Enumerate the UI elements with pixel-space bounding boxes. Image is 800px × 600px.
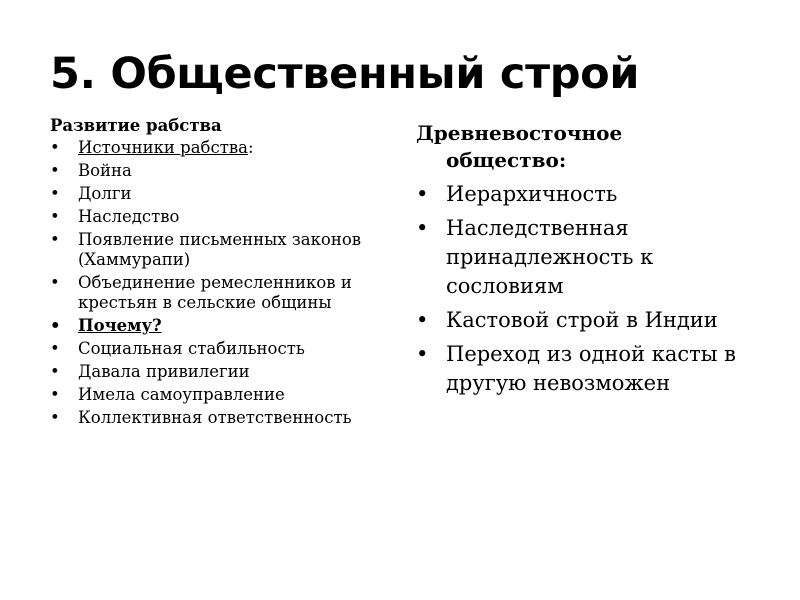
list-item-label: Наследственная принадлежность к сословиям [446,216,654,298]
list-item-label: Почему? [78,316,162,335]
left-heading: Развитие рабства [50,116,222,135]
list-item [50,230,395,270]
list-item-label: Социальная стабильность [78,339,305,358]
right-heading [416,120,766,174]
bullet-icon: • [50,207,60,226]
list-item [50,316,395,336]
list-item-label: Имела самоуправление [78,385,285,404]
list-item [50,385,395,405]
right-list [416,180,766,398]
list-item [50,161,395,181]
list-item [50,339,395,359]
right-column [416,120,766,403]
list-item [416,340,766,398]
list-item-label: Кастовой строй в Индии [446,308,718,332]
list-item [50,184,395,204]
bullet-icon: • [50,339,60,358]
right-heading-line2: общество: [446,148,567,172]
list-item-label: Коллективная ответственность [78,408,352,427]
list-item [50,273,395,313]
list-item [50,138,395,158]
bullet-icon: • [50,273,60,292]
bullet-icon: • [50,362,60,381]
list-item [50,207,395,227]
list-item [416,180,766,209]
list-item-label: Переход из одной касты в другую невозможен [446,342,736,395]
bullet-icon: • [50,316,61,335]
list-item [50,362,395,382]
list-item-label: Наследство [78,207,180,226]
bullet-icon: • [50,161,60,180]
list-item [416,306,766,335]
list-item-label: Иерархичность [446,182,618,206]
list-item-label: Долги [78,184,132,203]
bullet-icon: • [50,138,60,157]
bullet-icon: • [416,216,429,240]
bullet-icon: • [50,408,60,427]
bullet-icon: • [416,182,429,206]
list-item-label: Объединение ремесленников и крестьян в сельские общины [78,273,352,312]
list-item [416,214,766,301]
bullet-icon: • [50,230,60,249]
left-list [50,138,395,428]
list-item-label: Война [78,161,132,180]
bullet-icon: • [50,385,60,404]
list-item-label: Источники рабства [78,138,248,157]
list-item [50,408,395,428]
bullet-icon: • [416,308,429,332]
bullet-icon: • [416,342,429,366]
right-heading-line1: Древневосточное [416,121,623,145]
list-item-label: Появление письменных законов (Хаммурапи) [78,230,362,269]
list-item-suffix: : [247,138,254,157]
list-item-label: Давала привилегии [78,362,250,381]
page-title: 5. Общественный строй [50,49,640,99]
left-column [50,116,395,431]
bullet-icon: • [50,184,60,203]
